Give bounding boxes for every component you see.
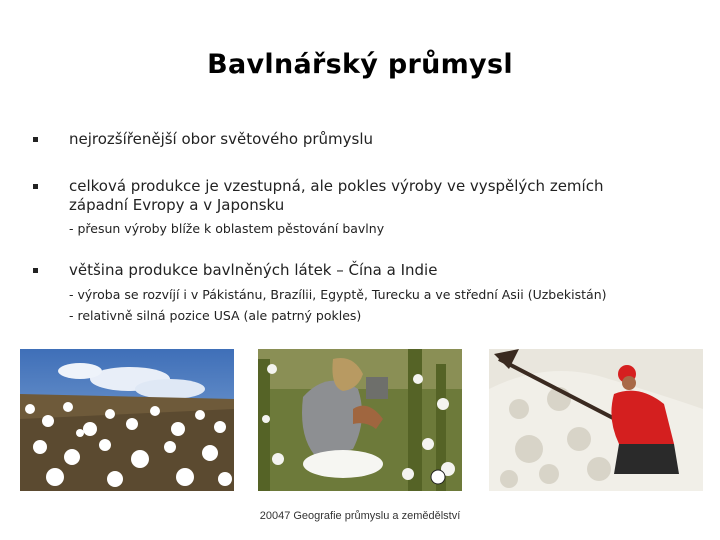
sub-item-2: - výroba se rozvíjí i v Pákistánu, Brazílii, Egyptě, Turecku a ve střední Asii (Uzbekistán) (69, 287, 607, 302)
bullet-2-text: celková produkce je vzestupná, ale pokles výroby ve vyspělých zemích západní Evropy a v Japonsku (69, 177, 604, 214)
slide-title: Bavlnářský průmysl (207, 49, 513, 80)
bullet-marker (33, 184, 38, 189)
cotton-picker-photo (258, 349, 462, 491)
cotton-field-photo (20, 349, 234, 491)
cotton-worker-photo (489, 349, 703, 491)
sub-item-3: - relativně silná pozice USA (ale patrný pokles) (69, 308, 362, 323)
bullet-marker (33, 137, 38, 142)
bullet-marker (33, 268, 38, 273)
bullet-3-text: většina produkce bavlněných látek – Čína a Indie (69, 261, 438, 279)
slide-footer: 20047 Geografie průmyslu a zemědělství (259, 510, 461, 522)
sub-item-1: - přesun výroby blíže k oblastem pěstování bavlny (69, 221, 385, 236)
bullet-1-text: nejrozšířenější obor světového průmyslu (69, 130, 374, 148)
